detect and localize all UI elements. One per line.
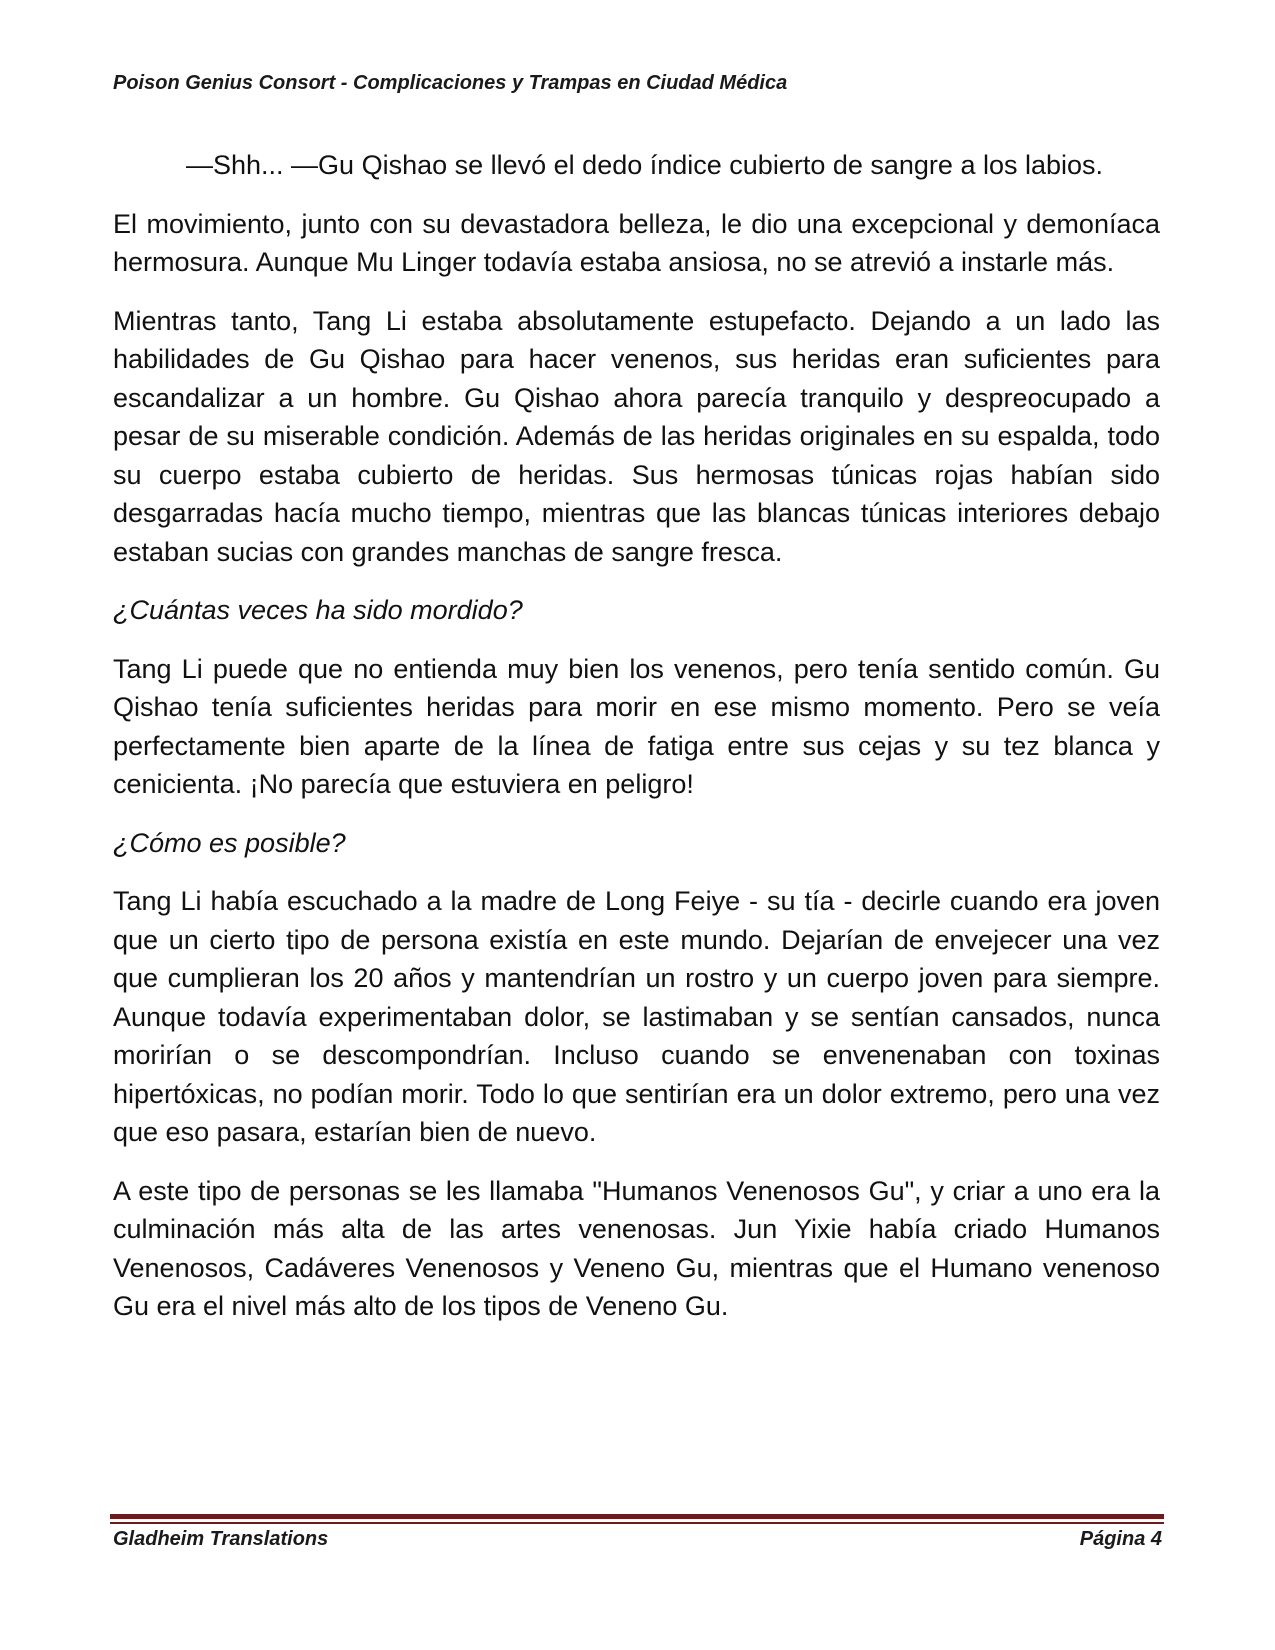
page-header-title: Poison Genius Consort - Complicaciones y Trampas en Ciudad Médica bbox=[113, 72, 788, 94]
paragraph: Tang Li puede que no entienda muy bien los venenos, pero tenía sentido común. Gu Qishao tenía suficientes heridas para morir en ese mismo momento. Pero se veía perfectamente bien aparte de la línea de fatiga entre sus cejas y su tez blanca y cenicienta. ¡No parecía que estuviera en peligro! bbox=[113, 653, 1160, 799]
paragraph-dialogue: —Shh... —Gu Qishao se llevó el dedo índice cubierto de sangre a los labios. bbox=[186, 150, 1104, 180]
paragraph-thought: ¿Cómo es posible? bbox=[113, 827, 346, 858]
footer-page-number: Página 4 bbox=[1079, 1528, 1162, 1550]
paragraph-thought: ¿Cuántas veces ha sido mordido? bbox=[113, 595, 523, 625]
paragraph: Mientras tanto, Tang Li estaba absolutamente estupefacto. Dejando a un lado las habilidades de Gu Qishao para hacer venenos, sus heridas eran suficientes para escandalizar a un hombre. Gu Qishao ahora parecía tranquilo y despreocupado a pesar de su miserable condición. Además de las heridas originales en su espalda, todo su cuerpo estaba cubierto de heridas. Sus hermosas túnicas rojas habían sido desgarradas hacía mucho tiempo, mientras que las blancas túnicas interiores debajo estaban sucias con grandes manchas de sangre fresca. bbox=[113, 305, 1160, 567]
footer-divider-thick bbox=[110, 1514, 1164, 1519]
document-body bbox=[113, 146, 1160, 1346]
paragraph: Tang Li había escuchado a la madre de Long Feiye - su tía - decirle cuando era joven que un cierto tipo de persona existía en este mundo. Dejarían de envejecer una vez que cumplieran los 20 años y mantendrían un rostro y un cuerpo joven para siempre. Aunque todavía experimentaban dolor, se lastimaban y se sentían cansados, nunca morirían o se descompondrían. Incluso cuando se envenenaban con toxinas hipertóxicas, no podían morir. Todo lo que sentirían era un dolor extremo, pero una vez que eso pasara, estarían bien de nuevo. bbox=[113, 886, 1160, 1147]
footer-divider-thin bbox=[110, 1522, 1164, 1524]
paragraph: A este tipo de personas se les llamaba "Humanos Venenosos Gu", y criar a uno era la culminación más alta de las artes venenosas. Jun Yixie había criado Humanos Venenosos, Cadáveres Venenosos y Veneno Gu, mientras que el Humano venenoso Gu era el nivel más alto de los tipos de Veneno Gu. bbox=[113, 1175, 1160, 1321]
paragraph: El movimiento, junto con su devastadora belleza, le dio una excepcional y demoníaca hermosura. Aunque Mu Linger todavía estaba ansiosa, no se atrevió a instarle más. bbox=[113, 208, 1160, 277]
footer-translator-name: Gladheim Translations bbox=[113, 1528, 329, 1550]
